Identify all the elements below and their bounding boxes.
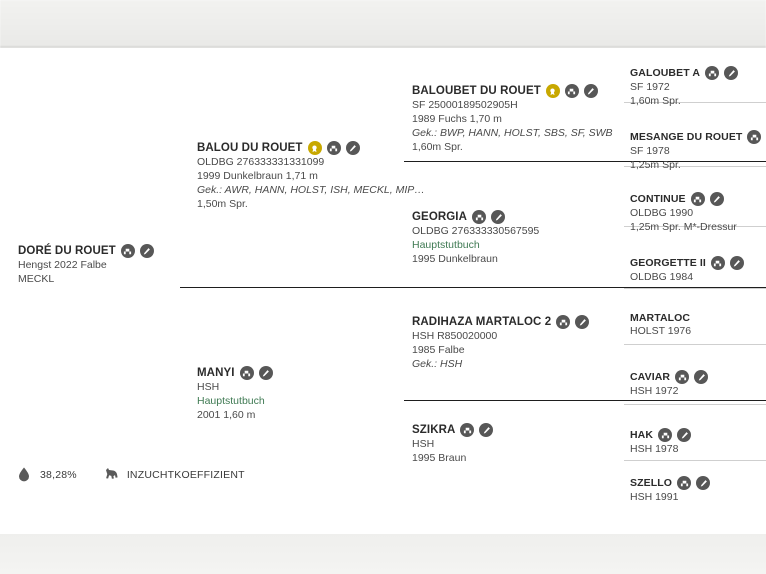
horse-detail-line: Gek.: HSH — [412, 358, 463, 370]
pencil-icon[interactable] — [491, 210, 505, 224]
horse-detail-line: OLDBG 1984 — [630, 271, 694, 283]
pedigree-node-gen4-2[interactable] — [630, 192, 766, 234]
horse-detail-line: 1995 Braun — [412, 452, 467, 464]
horse-detail-line: 1,50m Spr. — [197, 198, 248, 210]
pedigree-node-subject[interactable] — [18, 244, 183, 286]
pedigree-node-gen3-1[interactable] — [412, 210, 617, 266]
horse-detail-line: 2001 1,60 m — [197, 409, 256, 421]
horse-detail-line: HSH R850020000 — [412, 330, 498, 342]
horse-detail-line: SF 25000189502905H — [412, 99, 518, 111]
pencil-icon[interactable] — [677, 428, 691, 442]
horse-name: GEORGETTE II — [630, 256, 766, 270]
horse-detail-line: 1999 Dunkelbraun 1,71 m — [197, 170, 318, 182]
pedigree-node-gen3-0[interactable] — [412, 84, 617, 154]
pencil-icon[interactable] — [696, 476, 710, 490]
pencil-icon[interactable] — [724, 66, 738, 80]
pedigree-node-gen4-7[interactable] — [630, 452, 766, 504]
inbreeding-value: 38,28% — [40, 468, 77, 481]
horse-name: CAVIAR — [630, 370, 766, 384]
horse-detail-line: SF 1972 — [630, 81, 670, 93]
horse-detail-line: 1,25m Spr. M*-Dressur — [630, 221, 737, 233]
horse-detail-line: Hengst 2022 Falbe — [18, 259, 107, 271]
horse-detail-line: SF 1978 — [630, 145, 670, 157]
divider-dam-split — [404, 400, 766, 401]
horse-name: BALOU DU ROUET — [197, 141, 402, 155]
horse-detail-line: Gek.: BWP, HANN, HOLST, SBS, SF, SWB — [412, 127, 613, 139]
horse-detail-line: Hauptstutbuch — [412, 239, 480, 251]
horse-detail-line: OLDBG 1990 — [630, 207, 694, 219]
pencil-icon[interactable] — [140, 244, 154, 258]
horse-name: MARTALOC — [630, 312, 691, 324]
blurred-top-banner — [0, 0, 766, 48]
water-drop-icon — [18, 467, 33, 482]
pedigree-node-gen4-3[interactable] — [630, 256, 766, 284]
pedigree-icon[interactable] — [460, 423, 474, 437]
pencil-icon[interactable] — [575, 315, 589, 329]
pedigree-node-gen4-1[interactable] — [630, 130, 766, 172]
pedigree-icon[interactable] — [677, 476, 691, 490]
inbreeding-coefficient — [18, 467, 245, 482]
horse-detail-line: 1,60m Spr. — [412, 141, 463, 153]
horse-detail-line: HOLST 1976 — [630, 325, 692, 337]
horse-name: MANYI — [197, 366, 402, 380]
horse-detail-line: HSH — [412, 438, 435, 450]
pencil-icon[interactable] — [346, 141, 360, 155]
horse-name: GEORGIA — [412, 210, 617, 224]
horse-detail-line: 1,25m Spr. — [630, 159, 681, 171]
pedigree-node-gen4-0[interactable] — [630, 66, 766, 108]
award-icon[interactable] — [546, 84, 560, 98]
horse-name: CONTINUE — [630, 192, 766, 206]
horse-name: SZIKRA — [412, 423, 617, 437]
blurred-bottom-banner — [0, 534, 766, 574]
horse-detail-line: MECKL — [18, 273, 55, 285]
pedigree-node-gen4-5[interactable] — [630, 370, 766, 398]
horse-name: HAK — [630, 428, 766, 442]
pedigree-icon[interactable] — [675, 370, 689, 384]
horse-detail-line: Gek.: AWR, HANN, HOLST, ISH, MECKL, MIP… — [197, 184, 425, 196]
pedigree-icon[interactable] — [121, 244, 135, 258]
horse-detail-line: 1,60m Spr. — [630, 95, 681, 107]
award-icon[interactable] — [308, 141, 322, 155]
horse-name: DORÉ DU ROUET — [18, 244, 183, 258]
pedigree-icon[interactable] — [556, 315, 570, 329]
divider-gen4-5 — [624, 404, 766, 405]
pencil-icon[interactable] — [730, 256, 744, 270]
pedigree-icon[interactable] — [565, 84, 579, 98]
divider-gen4-3 — [624, 288, 766, 289]
horse-detail-line: OLDBG 276333331331099 — [197, 156, 325, 168]
pencil-icon[interactable] — [479, 423, 493, 437]
pedigree-chart — [0, 48, 766, 534]
pedigree-icon[interactable] — [472, 210, 486, 224]
horse-name: BALOUBET DU ROUET — [412, 84, 617, 98]
horse-name: RADIHAZA MARTALOC 2 — [412, 315, 617, 329]
pencil-icon[interactable] — [259, 366, 273, 380]
horse-detail-line: 1985 Falbe — [412, 344, 465, 356]
pencil-icon[interactable] — [710, 192, 724, 206]
pedigree-icon[interactable] — [327, 141, 341, 155]
pedigree-icon[interactable] — [711, 256, 725, 270]
horse-detail-line: Hauptstutbuch — [197, 395, 265, 407]
pedigree-node-gen4-4[interactable] — [630, 312, 766, 338]
pedigree-icon[interactable] — [705, 66, 719, 80]
horse-detail-line: HSH 1972 — [630, 385, 679, 397]
divider-gen4-4 — [624, 344, 766, 345]
pedigree-icon[interactable] — [658, 428, 672, 442]
pedigree-icon[interactable] — [691, 192, 705, 206]
horse-icon — [105, 467, 120, 482]
horse-detail-line: 1989 Fuchs 1,70 m — [412, 113, 502, 125]
horse-detail-line: OLDBG 276333330567595 — [412, 225, 540, 237]
pedigree-icon[interactable] — [240, 366, 254, 380]
horse-detail-line: HSH 1978 — [630, 443, 679, 455]
horse-detail-line: HSH 1991 — [630, 491, 679, 503]
inbreeding-label: INZUCHTKOEFFIZIENT — [126, 468, 245, 481]
pencil-icon[interactable] — [584, 84, 598, 98]
horse-name: GALOUBET A — [630, 66, 766, 80]
pedigree-node-gen3-3[interactable] — [412, 423, 617, 465]
horse-detail-line: HSH — [197, 381, 220, 393]
horse-name: SZELLO — [630, 476, 766, 490]
horse-name: MESANGE DU ROUET — [630, 130, 766, 144]
pedigree-icon[interactable] — [747, 130, 761, 144]
pencil-icon[interactable] — [694, 370, 708, 384]
pedigree-node-sire[interactable] — [197, 141, 425, 211]
pedigree-node-gen3-2[interactable] — [412, 315, 617, 371]
horse-detail-line: 1995 Dunkelbraun — [412, 253, 498, 265]
pedigree-node-dam[interactable] — [197, 366, 402, 422]
